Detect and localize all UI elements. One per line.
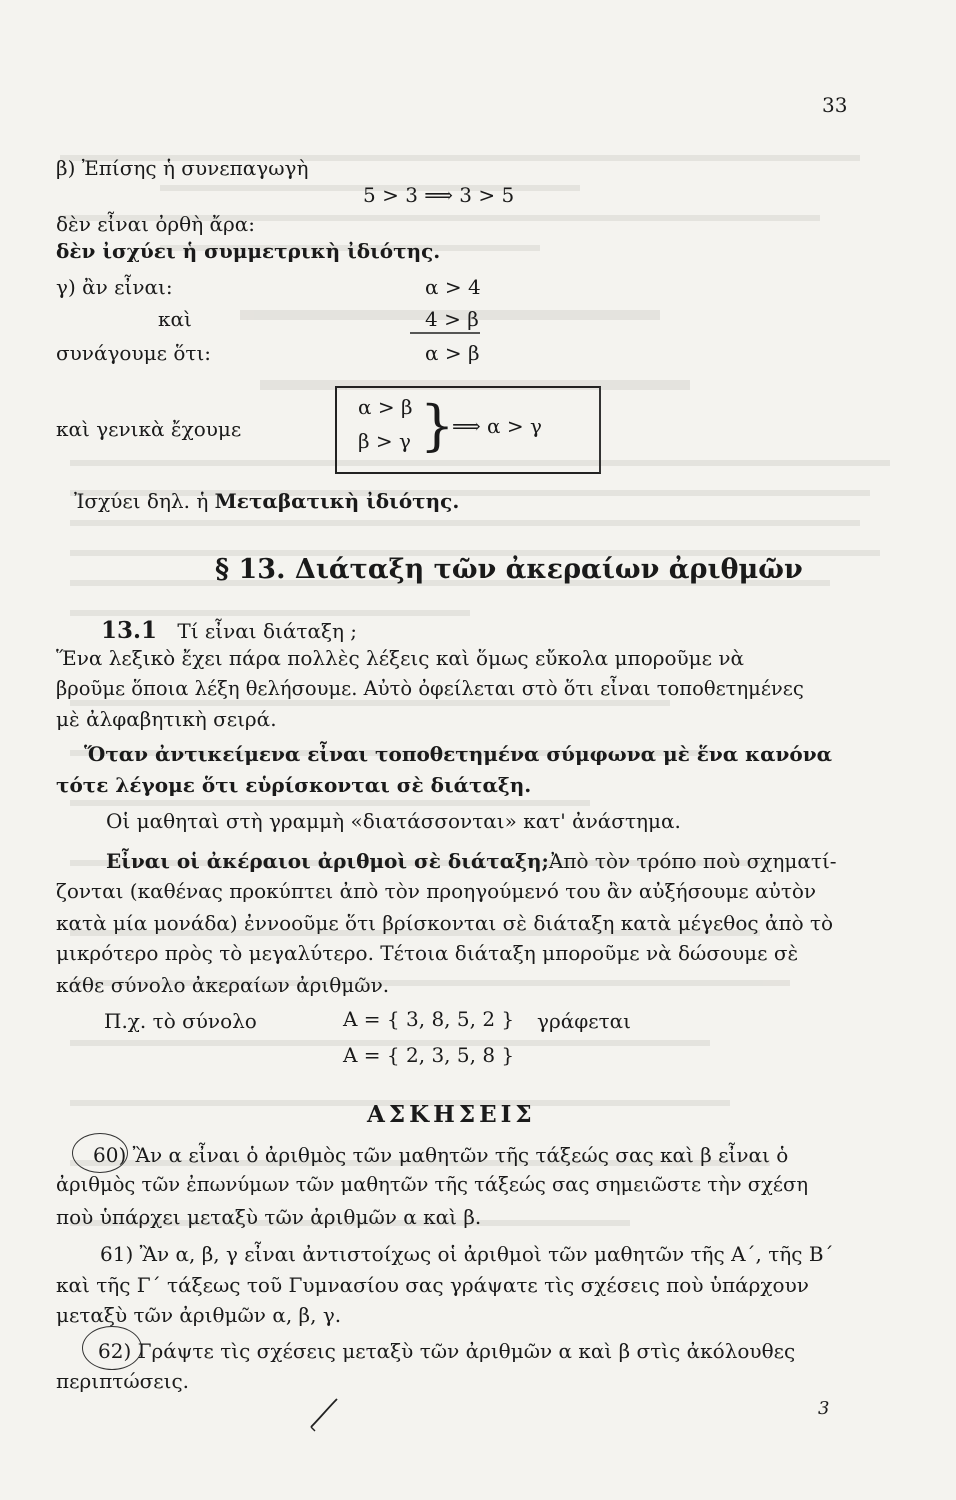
footer-mark: 3: [818, 1398, 830, 1419]
subsection-number: 13.1: [101, 617, 158, 644]
line-kai: καὶ: [158, 307, 192, 331]
brace-icon: }: [420, 394, 455, 457]
box-b-gt-g: β > γ: [358, 429, 411, 453]
para2-line-2: κατὰ μία μονάδα) ἐννοοῦμε ὅτι βρίσκονται σὲ διάταξη κατὰ μέγεθος ἀπὸ τὸ: [56, 911, 834, 935]
expr-a-gt-4: α > 4: [425, 275, 481, 299]
expr-4-gt-b: 4 > β: [425, 307, 479, 331]
expr-a-gt-b: α > β: [425, 341, 480, 365]
box-conclusion: ⟹ α > γ: [452, 414, 542, 438]
para1-line-3: μὲ ἀλφαβητικὴ σειρά.: [56, 707, 277, 731]
exercise-61-line-1: 61) Ἂν α, β, γ εἶναι ἀντιστοίχως οἱ ἀριθμοὶ τῶν μαθητῶν τῆς Α΄, τῆς Β΄: [100, 1242, 834, 1266]
para2-bold-lead: Εἶναι οἱ ἀκέραιοι ἀριθμοὶ σὲ διάταξη;: [106, 849, 549, 873]
exercise-61-line-2: καὶ τῆς Γ΄ τάξεως τοῦ Γυμνασίου σας γράψατε τὶς σχέσεις ποὺ ὑπάρχουν: [56, 1273, 809, 1297]
implication-expression: 5 > 3 ⟹ 3 > 5: [363, 183, 515, 207]
line-b-intro: β) Ἐπίσης ἡ συνεπαγωγὴ: [56, 156, 309, 180]
line-den-orthi: δὲν εἶναι ὀρθὴ ἄρα:: [56, 212, 256, 236]
para2-line-3: μικρότερο πρὸς τὸ μεγαλύτερο. Τέτοια διάταξη μποροῦμε νὰ δώσουμε σὲ: [56, 941, 799, 965]
pen-mark-icon: [305, 1395, 345, 1435]
exercise-61-line-3: μεταξὺ τῶν ἀριθμῶν α, β, γ.: [56, 1303, 342, 1327]
para1-line-1: Ἕνα λεξικὸ ἔχει πάρα πολλὲς λέξεις καὶ ὅμως εὔκολα μποροῦμε νὰ: [56, 646, 745, 670]
exercises-heading: ΑΣΚΗΣΕΙΣ: [367, 1101, 536, 1128]
line-den-isxyei: δὲν ἰσχύει ἡ συμμετρικὴ ἰδιότης.: [56, 239, 441, 263]
exercise-60-line-2: ἀριθμὸς τῶν ἐπωνύμων τῶν μαθητῶν τῆς τάξεώς σας σημειῶστε τὴν σχέση: [56, 1173, 809, 1196]
example-set-2: Α = { 2, 3, 5, 8 }: [343, 1043, 515, 1067]
page-number: 33: [822, 93, 848, 117]
para1-line-2: βροῦμε ὅποια λέξη θελήσουμε. Αὐτὸ ὀφείλεται στὸ ὅτι εἶναι τοποθετημένες: [56, 677, 804, 700]
exercise-62-line-2: περιπτώσεις.: [56, 1369, 190, 1393]
para2-first-rest: Ἀπὸ τὸν τρόπο ποὺ σχηματί-: [548, 849, 837, 873]
para2-line-4: κάθε σύνολο ἀκεραίων ἀριθμῶν.: [56, 973, 390, 997]
line-synagoume: συνάγουμε ὅτι:: [56, 341, 212, 365]
box-a-gt-b: α > β: [358, 395, 413, 419]
metavatiki-prefix: Ἰσχύει δηλ. ἡ: [74, 489, 215, 513]
subsection-title: Τί εἶναι διάταξη ;: [177, 619, 358, 643]
line-g-an: γ) ἂν εἶναι:: [56, 275, 173, 299]
para2-line-1: ζονται (καθένας προκύπτει ἀπὸ τὸν προηγούμενό του ἂν αὐξήσουμε αὐτὸν: [56, 879, 817, 903]
exercise-60-line-3: ποὺ ὑπάρχει μεταξὺ τῶν ἀριθμῶν α καὶ β.: [56, 1205, 482, 1229]
definition-line-1: Ὅταν ἀντικείμενα εἶναι τοποθετημένα σύμφωνα μὲ ἕνα κανόνα: [84, 742, 832, 766]
students-line: Οἱ μαθηταὶ στὴ γραμμὴ «διατάσσονται» κατ' ἀνάστημα.: [106, 809, 681, 833]
exercise-60-line-1: 60) Ἂν α εἶναι ὁ ἀριθμὸς τῶν μαθητῶν τῆς τάξεώς σας καὶ β εἶναι ὁ: [93, 1143, 789, 1167]
line-genika: καὶ γενικὰ ἔχουμε: [56, 417, 242, 441]
metavatiki-term: Μεταβατικὴ ἰδιότης.: [214, 489, 460, 513]
example-writes: γράφεται: [537, 1009, 631, 1033]
section-title: § 13. Διάταξη τῶν ἀκεραίων ἀριθμῶν: [215, 554, 803, 585]
underline-rule: [410, 331, 480, 335]
exercise-62-line-1: 62) Γράψτε τὶς σχέσεις μεταξὺ τῶν ἀριθμῶν α καὶ β στὶς ἀκόλουθες: [98, 1339, 796, 1363]
example-label: Π.χ. τὸ σύνολο: [104, 1009, 257, 1033]
example-set-1: Α = { 3, 8, 5, 2 }: [343, 1007, 515, 1031]
definition-line-2: τότε λέγομε ὅτι εὑρίσκονται σὲ διάταξη.: [56, 773, 532, 797]
